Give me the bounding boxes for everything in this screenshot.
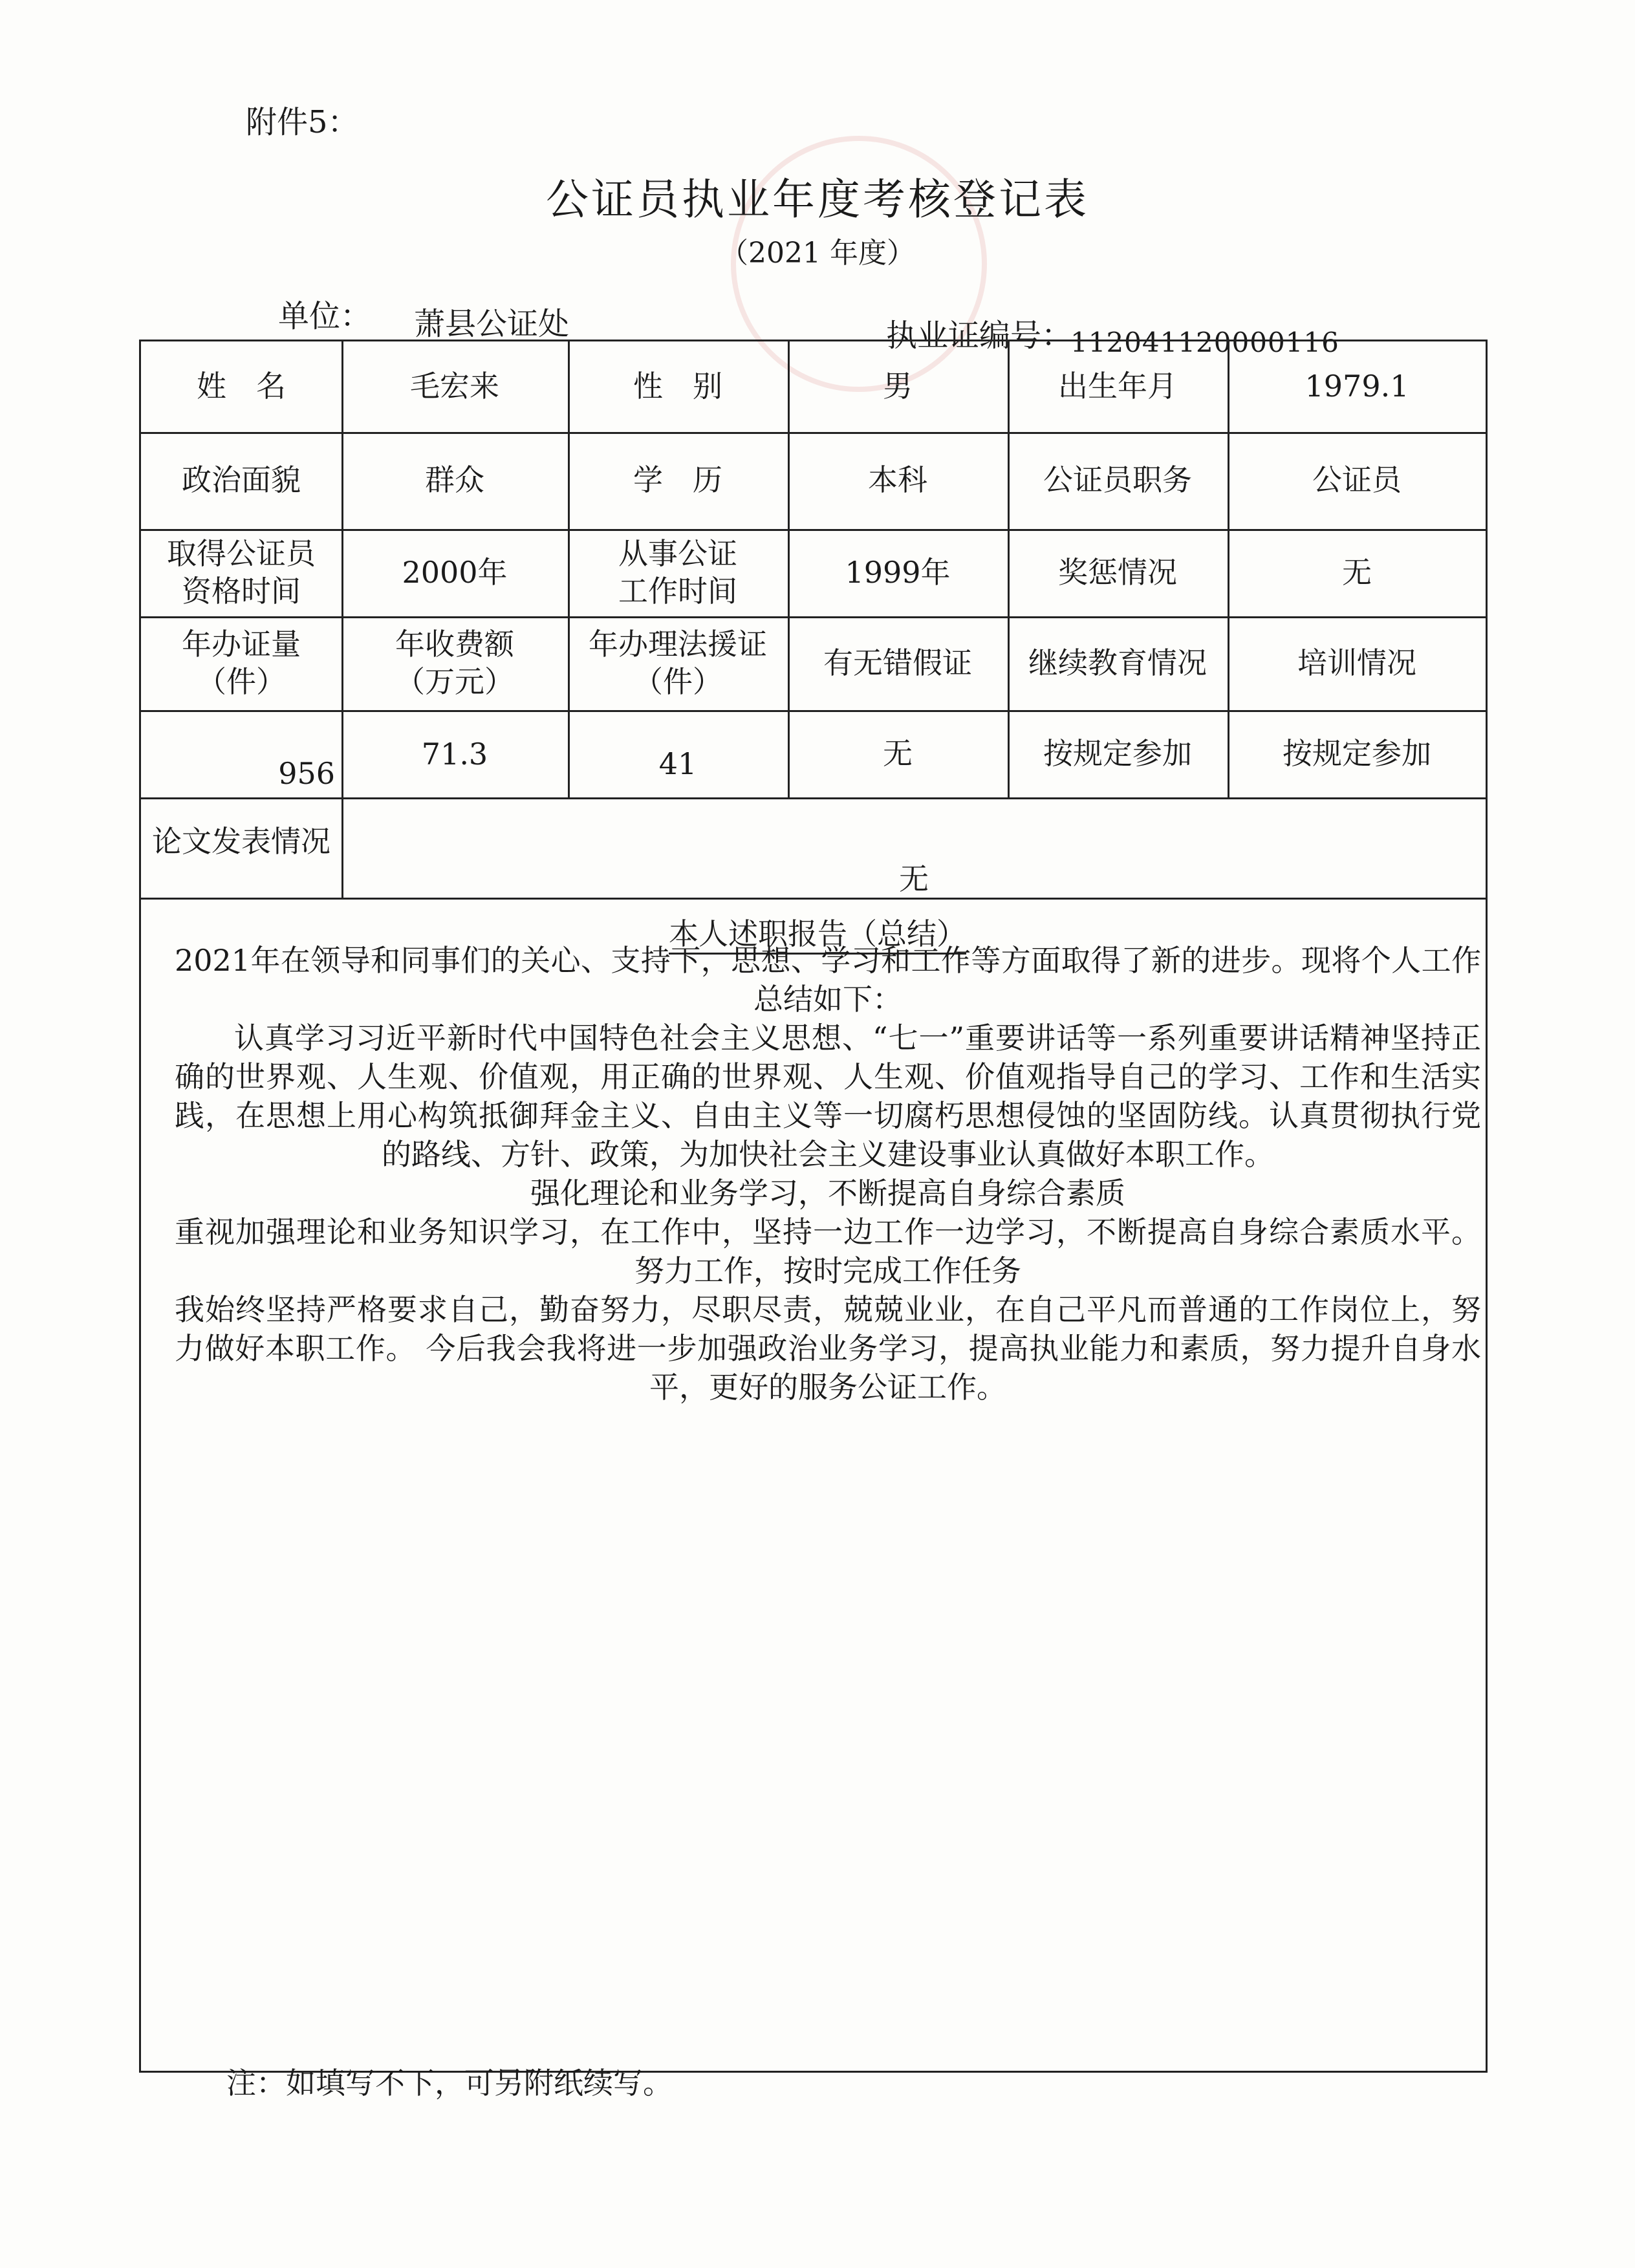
position-label: 公证员职务 <box>1043 462 1192 498</box>
paper-value: 无 <box>899 861 929 896</box>
attachment-label: 附件5： <box>246 104 359 140</box>
report-heading-study: 强化理论和业务学习，不断提高自身综合素质 <box>530 1176 1125 1211</box>
position-value: 公证员 <box>1312 462 1402 498</box>
paper-label: 论文发表情况 <box>152 824 330 859</box>
education-value: 本科 <box>868 462 927 498</box>
cases-label-line1: 年办证量 <box>182 627 301 662</box>
cert-number-value: 112041120000116 <box>1070 327 1339 358</box>
fee-value: 71.3 <box>421 737 488 772</box>
qualify-time-value: 2000年 <box>402 554 508 590</box>
error-label: 有无错假证 <box>823 645 972 680</box>
legal-aid-label-line1: 年办理法援证 <box>589 627 767 662</box>
legal-aid-value: 41 <box>658 746 697 781</box>
work-time-label-line2: 工作时间 <box>618 573 737 609</box>
legal-aid-label <box>568 616 788 710</box>
continuing-education-label: 继续教育情况 <box>1028 645 1207 680</box>
qualify-time-label <box>141 529 341 616</box>
qualify-time-label-line1: 取得公证员 <box>167 536 316 571</box>
cert-number-label: 执业证编号： <box>886 318 1073 354</box>
report-paragraph-study: 重视加强理论和业务知识学习，在工作中，坚持一边工作一边学习，不断提高自身综合素质水平。努力工作，按时完成工作任务 <box>175 1215 1481 1288</box>
work-time-value: 1999年 <box>845 554 951 590</box>
fee-label <box>341 616 568 710</box>
reward-label: 奖惩情况 <box>1058 554 1177 590</box>
fee-label-line2: （万元） <box>395 664 514 699</box>
continuing-education-value: 按规定参加 <box>1043 735 1192 771</box>
politics-label: 政治面貌 <box>182 462 301 498</box>
birth-label: 出生年月 <box>1058 369 1177 404</box>
politics-value: 群众 <box>425 462 484 498</box>
training-value: 按规定参加 <box>1283 735 1431 771</box>
cases-label <box>141 616 341 710</box>
report-body <box>175 941 1481 1407</box>
work-time-label <box>568 529 788 616</box>
legal-aid-label-line2: （件） <box>633 664 722 699</box>
gender-label: 性 别 <box>633 369 722 404</box>
fee-label-line1: 年收费额 <box>395 627 514 662</box>
qualify-time-label-line2: 资格时间 <box>182 573 301 609</box>
unit-label: 单位： <box>278 298 372 334</box>
report-paragraph-ideology: 认真学习习近平新时代中国特色社会主义思想、“七一”重要讲话等一系列重要讲话精神坚持正确的世界观、人生观、价值观，用正确的世界观、人生观、价值观指导自己的学习、工作和生活实践，在思想上用心构筑抵御拜金主义、自由主义等一切腐朽思想侵蚀的坚固防线。认真贯彻执行党的路线、方针、政策，为加快社会主义建设事业认真做好本职工作。 <box>175 1021 1481 1172</box>
footnote: 注：如填写不下，可另附纸续写。 <box>226 2066 673 2101</box>
report-title-text: 本人述职报告（总结） <box>669 916 966 955</box>
name-label: 姓 名 <box>197 369 286 404</box>
report-paragraph-intro: 2021年在领导和同事们的关心、支持下，思想、学习和工作等方面取得了新的进步。现将个人工作总结如下： <box>175 943 1481 1017</box>
reward-value: 无 <box>1342 554 1372 590</box>
error-value: 无 <box>883 735 913 771</box>
report-paragraph-work: 我始终坚持严格要求自己，勤奋努力，尽职尽责，兢兢业业，在自己平凡而普通的工作岗位上，努力做好本职工作。 今后我会我将进一步加强政治业务学习，提高执业能力和素质，努力提升自身水平，更好的服务公证工作。 <box>175 1292 1481 1405</box>
unit-value: 萧县公证处 <box>414 306 570 342</box>
work-time-label-line1: 从事公证 <box>618 536 737 571</box>
training-label: 培训情况 <box>1297 645 1416 680</box>
cases-value: 956 <box>278 755 335 791</box>
page-title: 公证员执业年度考核登记表 <box>546 175 1089 224</box>
row-divider <box>141 898 1486 900</box>
education-label: 学 历 <box>633 462 722 498</box>
name-value: 毛宏来 <box>410 369 499 404</box>
gender-value: 男 <box>883 369 913 404</box>
birth-value: 1979.1 <box>1305 369 1409 404</box>
year-label: （2021 年度） <box>720 237 915 270</box>
cases-label-line2: （件） <box>197 664 286 699</box>
